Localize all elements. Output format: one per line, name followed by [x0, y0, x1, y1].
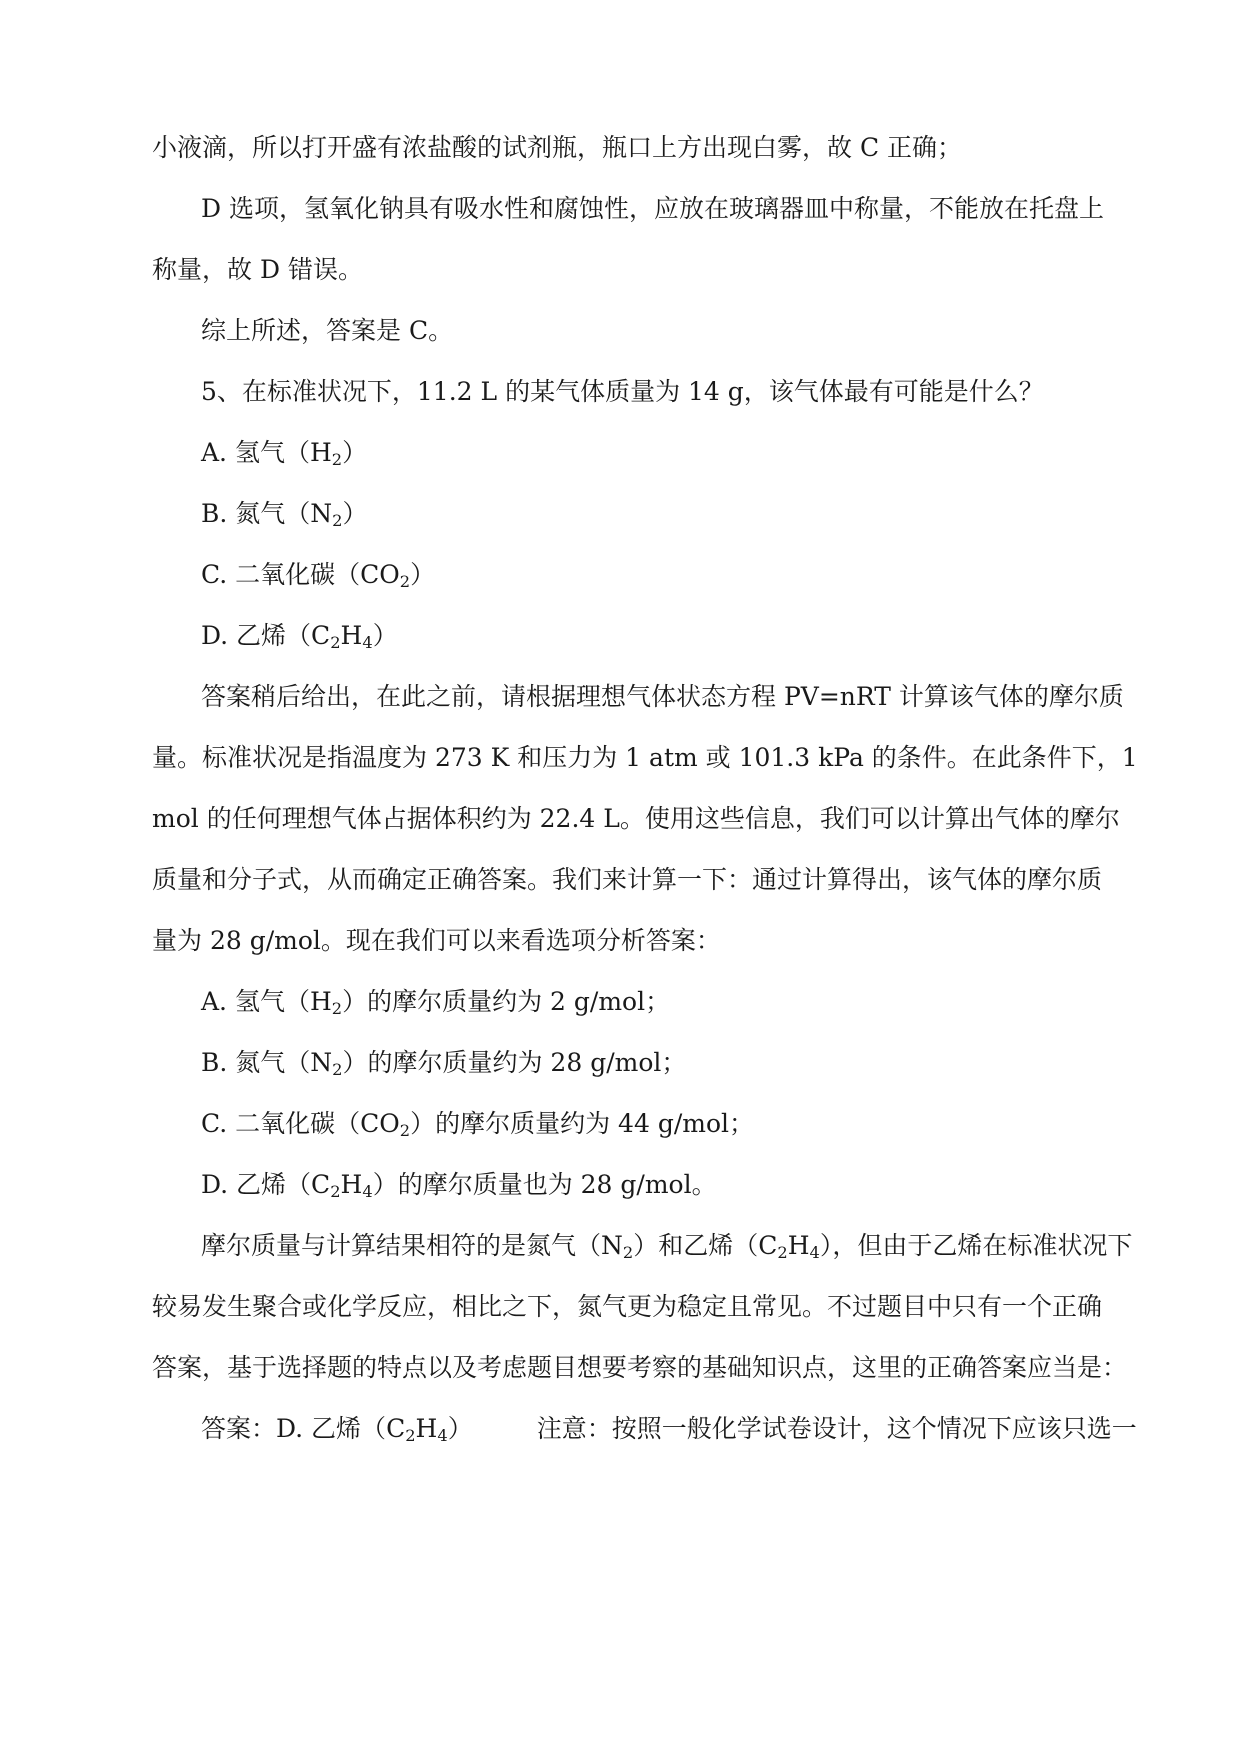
option-prefix: D. 乙烯（ [201, 1170, 312, 1199]
paragraph-line: 量为 28 g/mol。现在我们可以来看选项分析答案： [152, 926, 721, 955]
option-prefix: B. 氮气（ [201, 499, 311, 528]
option-prefix: D. 乙烯（ [201, 621, 312, 650]
formula-element: N [310, 1048, 333, 1077]
formula-element: H [340, 621, 363, 650]
option-c [201, 560, 435, 590]
summary-text: 摩尔质量与计算结果相符的是氮气（ [201, 1231, 602, 1260]
option-a [201, 438, 367, 468]
formula-subscript: 2 [330, 633, 341, 653]
option-b [201, 499, 368, 529]
analysis-text: ）的摩尔质量也为 28 g/mol。 [372, 1170, 717, 1199]
formula-subscript: 2 [405, 1426, 416, 1446]
formula-subscript: 2 [332, 1060, 343, 1080]
option-suffix: ） [342, 438, 368, 467]
option-suffix: ） [342, 499, 368, 528]
analysis-c [201, 1109, 754, 1139]
formula-subscript: 4 [362, 633, 373, 653]
option-suffix: ） [410, 560, 436, 589]
analysis-b [201, 1048, 686, 1078]
formula-element: N [310, 499, 333, 528]
formula-subscript: 2 [777, 1243, 788, 1263]
formula-element: C [311, 621, 331, 650]
analysis-text: ）的摩尔质量约为 44 g/mol； [410, 1109, 754, 1138]
formula-subscript: 2 [330, 1182, 341, 1202]
formula-subscript: 4 [362, 1182, 373, 1202]
paragraph-line: mol 的任何理想气体占据体积约为 22.4 L。使用这些信息，我们可以计算出气体的摩尔 [152, 804, 1120, 833]
formula-subscript: 4 [809, 1243, 820, 1263]
formula-subscript: 2 [622, 1243, 634, 1263]
formula-element: H [787, 1231, 810, 1260]
summary-text: ），但由于乙烯在标准状况下 [819, 1231, 1133, 1260]
paragraph-line: D 选项，氢氧化钠具有吸水性和腐蚀性，应放在玻璃器皿中称量，不能放在托盘上 [201, 194, 1104, 223]
formula-element: H [309, 987, 332, 1016]
formula-element: CO [360, 560, 400, 589]
final-answer-suffix: ） [447, 1414, 473, 1443]
formula-subscript: 2 [399, 572, 411, 592]
formula-element: N [601, 1231, 623, 1260]
option-prefix: C. 二氧化碳（ [201, 560, 361, 589]
summary-text: ）和乙烯（ [633, 1231, 759, 1260]
final-answer: 答案：D. 乙烯（ [201, 1414, 387, 1443]
option-suffix: ） [372, 621, 398, 650]
formula-element: C [311, 1170, 331, 1199]
formula-subscript: 2 [331, 999, 343, 1019]
formula-element: C [758, 1231, 778, 1260]
formula-subscript: 2 [399, 1121, 411, 1141]
option-d [201, 621, 398, 651]
paragraph-line: 质量和分子式，从而确定正确答案。我们来计算一下：通过计算得出，该气体的摩尔质 [152, 865, 1103, 894]
paragraph-line: 较易发生聚合或化学反应，相比之下，氮气更为稳定且常见。不过题目中只有一个正确 [152, 1292, 1103, 1321]
final-note: 注意：按照一般化学试卷设计，这个情况下应该只选一 [536, 1414, 1137, 1443]
formula-subscript: 2 [331, 450, 343, 470]
analysis-a [201, 987, 670, 1017]
question-text: 5、在标准状况下，11.2 L 的某气体质量为 14 g，该气体最有可能是什么？ [201, 377, 1044, 406]
formula-element: CO [360, 1109, 400, 1138]
summary-line [201, 1231, 1132, 1261]
paragraph-line: 答案，基于选择题的特点以及考虑题目想要考察的基础知识点，这里的正确答案应当是： [152, 1353, 1128, 1382]
formula-element: H [340, 1170, 363, 1199]
paragraph-line: 小液滴，所以打开盛有浓盐酸的试剂瓶，瓶口上方出现白雾，故 C 正确； [152, 133, 963, 162]
formula-subscript: 4 [437, 1426, 448, 1446]
analysis-text: ）的摩尔质量约为 2 g/mol； [342, 987, 671, 1016]
final-answer-line [201, 1414, 1137, 1444]
formula-element: H [309, 438, 332, 467]
analysis-d [201, 1170, 717, 1200]
paragraph-line: 称量，故 D 错误。 [152, 255, 363, 284]
formula-element: C [386, 1414, 406, 1443]
formula-subscript: 2 [332, 511, 343, 531]
analysis-text: ）的摩尔质量约为 28 g/mol； [342, 1048, 687, 1077]
option-prefix: C. 二氧化碳（ [201, 1109, 361, 1138]
option-prefix: A. 氢气（ [201, 438, 310, 467]
paragraph-line: 综上所述，答案是 C。 [201, 316, 454, 345]
formula-element: H [415, 1414, 438, 1443]
option-prefix: B. 氮气（ [201, 1048, 311, 1077]
paragraph-line: 答案稍后给出，在此之前，请根据理想气体状态方程 PV=nRT 计算该气体的摩尔质 [201, 682, 1124, 711]
option-prefix: A. 氢气（ [201, 987, 310, 1016]
paragraph-line: 量。标准状况是指温度为 273 K 和压力为 1 atm 或 101.3 kPa 的条件。在此条件下，1 [152, 743, 1138, 772]
